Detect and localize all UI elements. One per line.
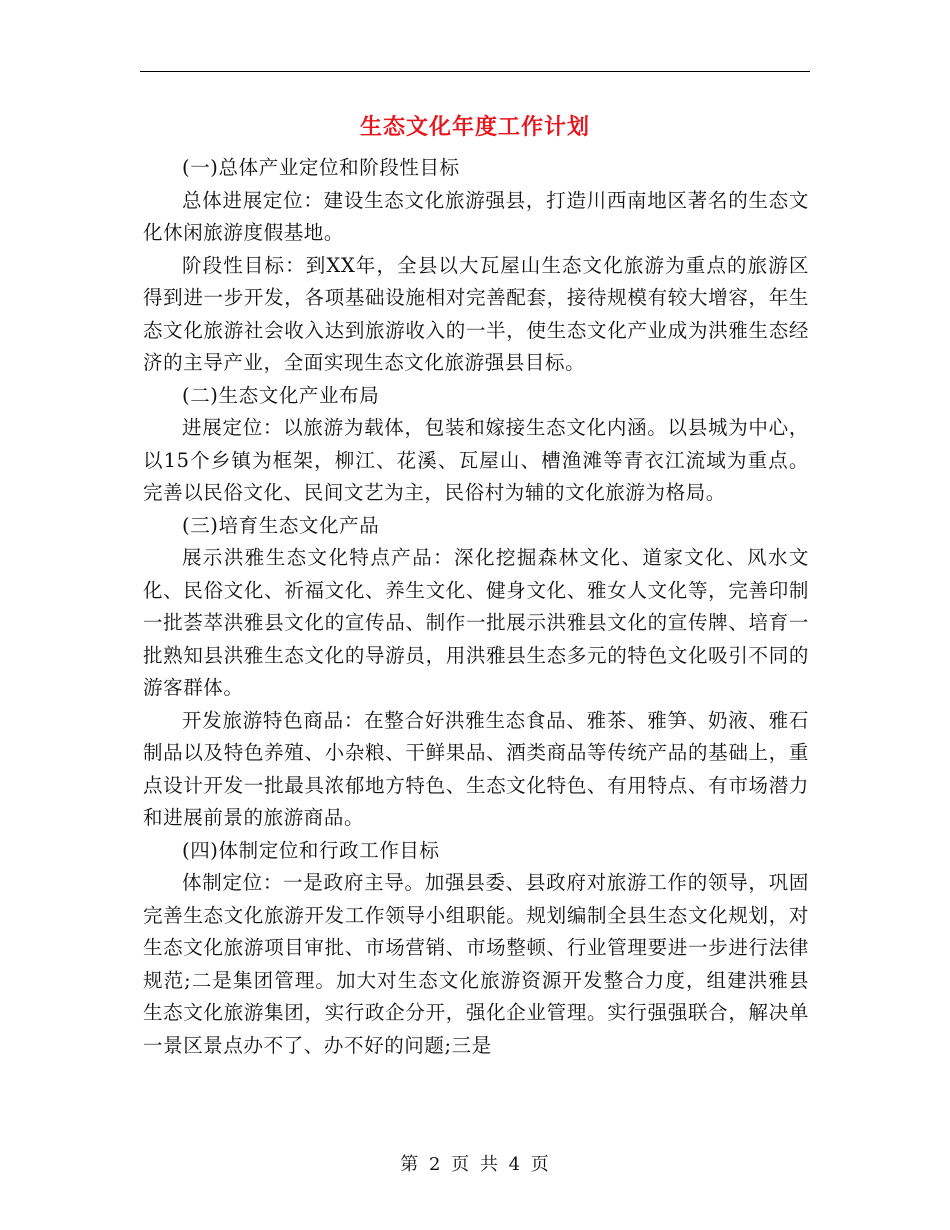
header-rule [140,71,810,72]
paragraph: 体制定位：一是政府主导。加强县委、县政府对旅游工作的领导，巩固完善生态文化旅游开发工作领导小组职能。规划编制全县生态文化规划，对生态文化旅游项目审批、市场营销、市场整顿、行业管理要进一步进行法律规范;二是集团管理。加大对生态文化旅游资源开发整合力度，组建洪雅县生态文化旅游集团，实行政企分开，强化企业管理。实行强强联合，解决单一景区景点办不了、办不好的问题;三是 [143,871,809,1057]
paragraph: 展示洪雅生态文化特点产品：深化挖掘森林文化、道家文化、风水文化、民俗文化、祈福文化、养生文化、健身文化、雅女人文化等，完善印制一批荟萃洪雅县文化的宣传品、制作一批展示洪雅县文化的宣传牌、培育一批熟知县洪雅生态文化的导游员，用洪雅县生态多元的特色文化吸引不同的游客群体。 [143,546,809,699]
document-title: 生态文化年度工作计划 [359,114,590,140]
document-body [143,152,809,1062]
paragraph: 阶段性目标：到XX年，全县以大瓦屋山生态文化旅游为重点的旅游区得到进一步开发，各项基础设施相对完善配套，接待规模有较大增容，年生态文化旅游社会收入达到旅游收入的一半，使生态文化产业成为洪雅生态经济的主导产业，全面实现生态文化旅游强县目标。 [143,253,809,374]
paragraph: 进展定位：以旅游为载体，包装和嫁接生态文化内涵。以县城为中心，以15个乡镇为框架，柳江、花溪、瓦屋山、槽渔滩等青衣江流域为重点。完善以民俗文化、民间文艺为主，民俗村为辅的文化旅游为格局。 [143,416,809,504]
paragraph: 开发旅游特色商品：在整合好洪雅生态食品、雅茶、雅笋、奶液、雅石制品以及特色养殖、小杂粮、干鲜果品、酒类商品等传统产品的基础上，重点设计开发一批最具浓郁地方特色、生态文化特色、有用特点、有市场潜力和进展前景的旅游商品。 [143,708,809,829]
section-heading: (四)体制定位和行政工作目标 [182,838,440,862]
section-heading: (三)培育生态文化产品 [182,513,380,537]
section-heading: (二)生态文化产业布局 [182,383,380,407]
page-number-footer: 第 2 页 共 4 页 [400,1154,550,1175]
paragraph: 总体进展定位：建设生态文化旅游强县，打造川西南地区著名的生态文化休闲旅游度假基地。 [143,188,809,244]
section-heading: (一)总体产业定位和阶段性目标 [182,156,460,179]
